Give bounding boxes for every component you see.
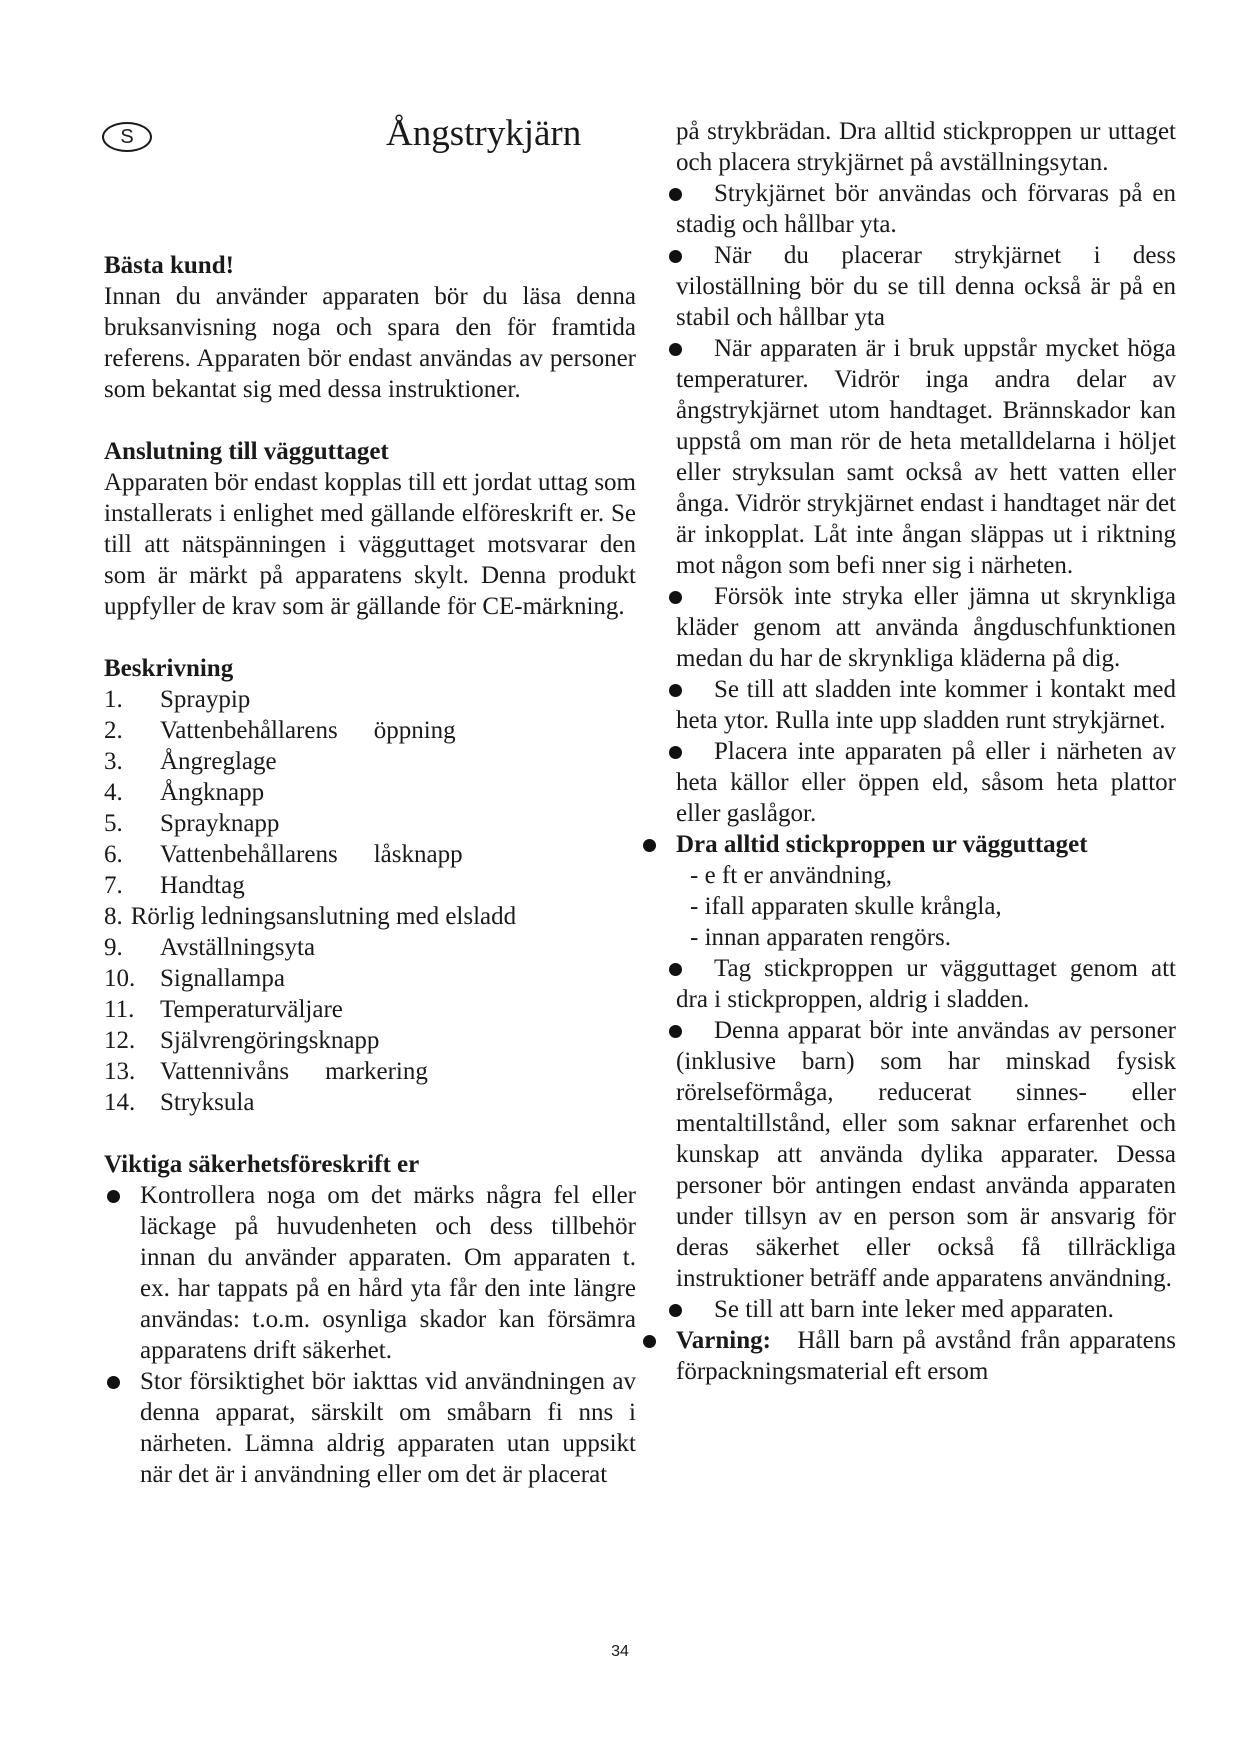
connection-heading: Anslutning till vägguttaget — [104, 438, 389, 465]
safety-bullet: Se till att sladden inte kommer i kontakt med heta ytor. Rulla inte upp sladden runt strykjärnet. — [676, 676, 1176, 734]
parts-list — [104, 684, 636, 1118]
list-item: 5. Sprayknapp — [104, 810, 280, 837]
list-item: 1. Spraypip — [104, 686, 251, 713]
list-item: 2. Vattenbehållarens öppning — [104, 717, 456, 744]
list-item: 10. Signallampa — [104, 965, 285, 992]
left-column — [104, 250, 636, 1490]
warning-label: Varning: — [676, 1327, 771, 1354]
page-number: 34 — [611, 1643, 629, 1660]
safety-bullet: Försök inte stryka eller jämna ut skrynkliga kläder genom att använda ångduschfunktionen medan du har de skrynkliga kläderna på dig. — [676, 583, 1176, 672]
unplug-item: - e ft er användning, — [690, 862, 893, 889]
list-item: 8. Rörlig ledningsanslutning med elsladd — [104, 903, 517, 930]
safety-bullet: Se till att barn inte leker med apparaten. — [676, 1294, 1176, 1325]
list-item: 9. Avställningsyta — [104, 934, 316, 961]
warning-bullet — [676, 1325, 1176, 1387]
safety-bullet: När du placerar strykjärnet i dess viloställning bör du se till denna också är på en stabil och hållbar yta — [676, 242, 1176, 331]
list-item: 6. Vattenbehållarens låsknapp — [104, 841, 463, 868]
unplug-item: - innan apparaten rengörs. — [690, 924, 951, 951]
safety-heading: Viktiga säkerhetsföreskrift er — [104, 1151, 420, 1178]
unplug-item: - ifall apparaten skulle krångla, — [690, 893, 1002, 920]
list-item: 4. Ångknapp — [104, 779, 265, 806]
list-item: 14. Stryksula — [104, 1089, 255, 1116]
safety-bullet: Kontrollera noga om det märks några fel eller läckage på huvudenheten och dess tillbehör innan du använder apparaten. Om apparaten t. ex. har tappats på en hård yta får den inte längre användas: t.o.m. osynliga skador kan försämra apparatens drift säkerhet. — [140, 1182, 636, 1364]
list-item: 11. Temperaturväljare — [104, 996, 343, 1023]
safety-bullet: Placera inte apparaten på eller i närheten av heta källor eller öppen eld, såsom heta plattor eller gaslågor. — [676, 738, 1176, 827]
language-badge: S — [102, 122, 152, 152]
list-item: 12. Självrengöringsknapp — [104, 1027, 380, 1054]
right-column — [676, 116, 1176, 1387]
page-title: Ångstrykjärn — [386, 113, 582, 154]
safety-bullet: När apparaten är i bruk uppstår mycket höga temperaturer. Vidrör inga andra delar av ångstrykjärnet utom handtaget. Brännskador kan uppstå om man rör de heta metalldelarna i höljet eller stryksulan samt också av hett vatten eller ånga. Vidrör strykjärnet endast i handtaget när det är inkopplat. Låt inte ångan släppas ut i riktning mot någon som befi nner sig i närheten. — [676, 335, 1176, 579]
intro-heading: Bästa kund! — [104, 252, 234, 279]
list-item: 7. Handtag — [104, 872, 245, 899]
list-item: 13. Vattennivåns markering — [104, 1058, 428, 1085]
list-item: 3. Ångreglage — [104, 748, 277, 775]
safety-bullet: Denna apparat bör inte användas av personer (inklusive barn) som har minskad fysisk rörelseförmåga, reducerat sinnes- eller mentaltillstånd, eller som saknar erfarenhet och kunskap att använda dylika apparater. Dessa personer bör antingen endast använda apparaten under tillsyn av en person som är ansvarig för deras säkerhet eller också få tillräckliga instruktioner beträff ande apparatens användning. — [676, 1017, 1176, 1292]
intro-text: Innan du använder apparaten bör du läsa denna bruksanvisning noga och spara den för framtida referens. Apparaten bör endast användas av personer som bekantat sig med dessa instruktioner. — [104, 283, 636, 403]
safety-bullet: Stor försiktighet bör iakttas vid användningen av denna apparat, särskilt om småbarn fi nns i närheten. Lämna aldrig apparaten utan uppsikt när det är i användning eller om det är placerat — [140, 1368, 636, 1488]
safety-bullet: Tag stickproppen ur vägguttaget genom att dra i stickproppen, aldrig i sladden. — [676, 955, 1176, 1013]
unplug-heading: Dra alltid stickproppen ur vägguttaget — [676, 829, 1176, 860]
connection-text: Apparaten bör endast kopplas till ett jordat uttag som installerats i enlighet med gällande elföreskrift er. Se till att nätspänningen i vägguttaget motsvarar den som är märkt på apparatens skylt. Denna produkt uppfyller de krav som är gällande för CE-märkning. — [104, 469, 636, 620]
safety-bullet: Strykjärnet bör användas och förvaras på en stadig och hållbar yta. — [676, 180, 1176, 238]
description-heading: Beskrivning — [104, 655, 234, 682]
safety-continuation: på strykbrädan. Dra alltid stickproppen ur uttaget och placera strykjärnet på avställningsytan. — [676, 118, 1176, 176]
warning-text: Håll barn på avstånd från apparatens förpackningsmaterial eft ersom — [676, 1327, 1176, 1385]
